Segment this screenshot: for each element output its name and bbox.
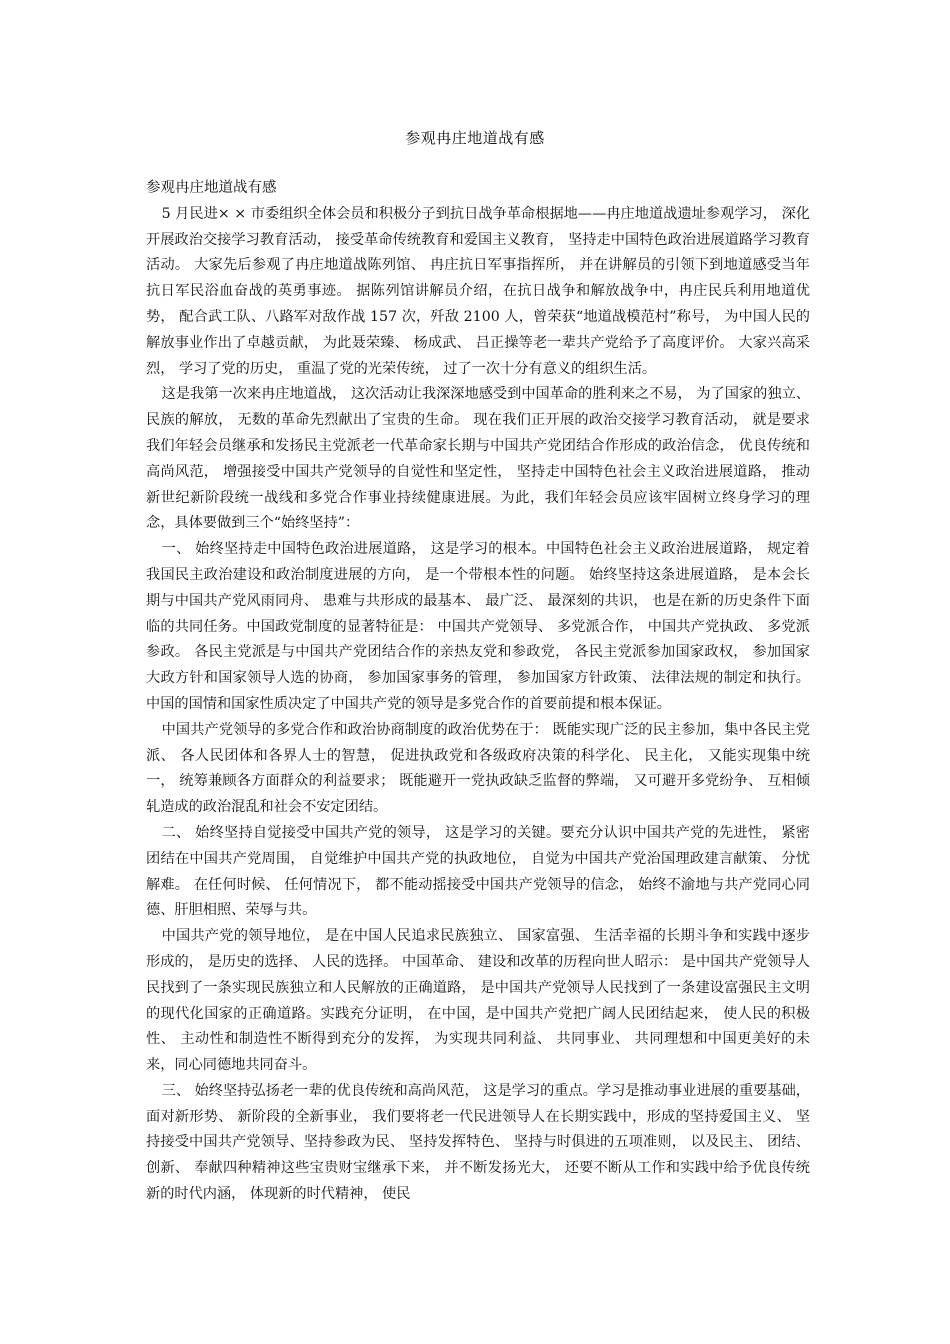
paragraph: 三、 始终坚持弘扬老一辈的优良传统和高尚风范， 这是学习的重点。学习是推动事业进展的重要基础， 面对新形势、 新阶段的全新事业， 我们要将老一代民进领导人在长期实践中，形成的坚持爱国主义、 坚持接受中国共产党领导、坚持参政为民、 坚持发挥特色、 坚持与时俱进的五项准则， 以及民主、 团结、 创新、 奉献四种精神这些宝贵财宝继承下来， 并不断发扬光大， 还要不断从工作和实践中给予优良传统新的时代内涵， 体现新的时代精神， 使民 <box>146 1082 810 1203</box>
document-subtitle: 参观冉庄地道战有感 <box>146 180 277 196</box>
paragraph: 一、 始终坚持走中国特色政治进展道路， 这是学习的根本。中国特色社会主义政治进展道路， 规定着我国民主政治建设和政治制度进展的方向， 是一个带根本性的问题。 始终坚持这条进展道路， 是本会长期与中国共产党风雨同舟、 患难与共形成的最基本、 最广泛、 最深刻的共识， 也是在新的历史条件下面临的共同任务。中国政党制度的显著特征是： 中国共产党领导、 多党派合作， 中国共产党执政、 多党派参政。 各民主党派是与中国共产党团结合作的亲热友党和参政党， 各民主党派参加国家政权， 参加国家大政方针和国家领导人选的协商， 参加国家事务的管理， 参加国家方针政策、 法律法规的制定和执行。 中国的国情和国家性质决定了中国共产党的领导是多党合作的首要前提和根本保证。 <box>146 541 810 712</box>
document-body <box>146 176 810 1208</box>
page-title: 参观冉庄地道战有感 <box>405 129 545 147</box>
paragraph: 二、 始终坚持自觉接受中国共产党的领导， 这是学习的关键。要充分认识中国共产党的先进性， 紧密团结在中国共产党周围， 自觉维护中国共产党的执政地位， 自觉为中国共产党治国理政建言献策、 分忧解难。 在任何时候、 任何情况下， 都不能动摇接受中国共产党领导的信念， 始终不渝地与共产党同心同德、肝胆相照、荣辱与共。 <box>146 824 810 919</box>
paragraph: 中国共产党领导的多党合作和政治协商制度的政治优势在于： 既能实现广泛的民主参加，集中各民主党派、 各人民团体和各界人士的智慧， 促进执政党和各级政府决策的科学化、 民主化， 又能实现集中统一， 统筹兼顾各方面群众的利益要求； 既能避开一党执政缺乏监督的弊端， 又可避开多党纷争、 互相倾轧造成的政治混乱和社会不安定团结。 <box>146 721 810 816</box>
paragraph: 中国共产党的领导地位， 是在中国人民追求民族独立、 国家富强、 生活幸福的长期斗争和实践中逐步形成的， 是历史的选择、 人民的选择。 中国革命、 建设和改革的历程向世人昭示： 是中国共产党领导人民找到了一条实现民族独立和人民解放的正确道路， 是中国共产党领导人民找到了一条建设富强民主文明的现代化国家的正确道路。实践充分证明， 在中国，是中国共产党把广阔人民团结起来， 使人民的积极性、 主动性和制造性不断得到充分的发挥， 为实现共同利益、 共同事业、 共同理想和中国更美好的未来，同心同德地共同奋斗。 <box>146 928 810 1074</box>
paragraph: 这是我第一次来冉庄地道战， 这次活动让我深深地感受到中国革命的胜利来之不易， 为了国家的独立、 民族的解放， 无数的革命先烈献出了宝贵的生命。 现在我们正开展的政治交接学习教育活动， 就是要求我们年轻会员继承和发扬民主党派老一代革命家长期与中国共产党团结合作形成的政治信念， 优良传统和高尚风范， 增强接受中国共产党领导的自觉性和坚定性， 坚持走中国特色社会主义政治进展道路， 推动新世纪新阶段统一战线和多党合作事业持续健康进展。为此，我们年轻会员应该牢固树立终身学习的理念，具体要做到三个“始终坚持”： <box>146 386 810 532</box>
paragraph: 5 月民进× × 市委组织全体会员和积极分子到抗日战争革命根据地——冉庄地道战遗址参观学习， 深化开展政治交接学习教育活动， 接受革命传统教育和爱国主义教育， 坚持走中国特色政治进展道路学习教育活动。 大家先后参观了冉庄地道战陈列馆、 冉庄抗日军事指挥所， 并在讲解员的引领下到地道感受当年抗日军民浴血奋战的英勇事迹。 据陈列馆讲解员介绍，在抗日战争和解放战争中，冉庄民兵利用地道优势， 配合武工队、八路军对敌作战 157 次，歼敌 2100 人，曾荣获“地道战模范村”称号， 为中国人民的解放事业作出了卓越贡献， 为此聂荣臻、 杨成武、 吕正操等老一辈共产党给予了高度评价。 大家兴高采烈， 学习了党的历史， 重温了党的光荣传统， 过了一次十分有意义的组织生活。 <box>146 205 810 377</box>
